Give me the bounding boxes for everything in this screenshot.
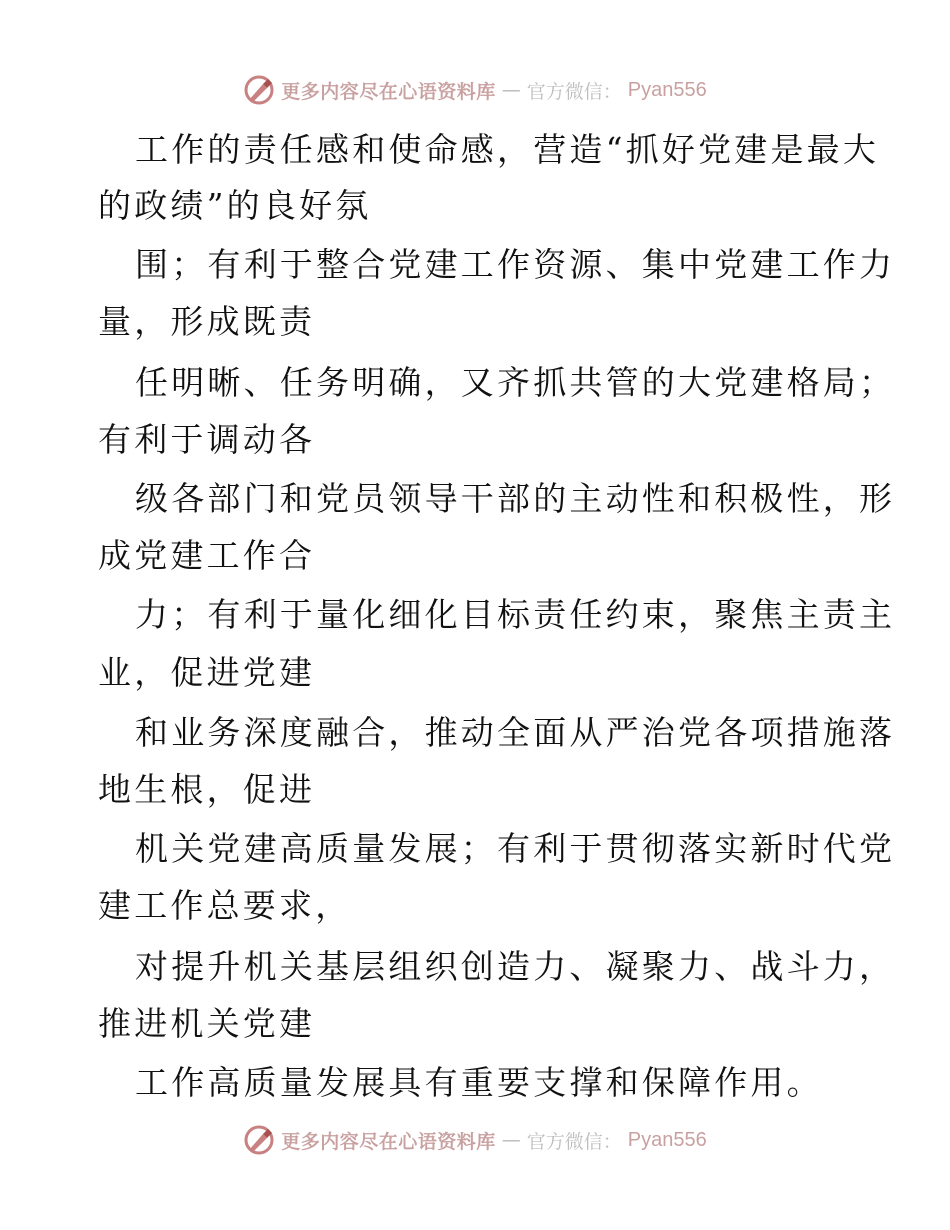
header-wechat-id: Pyan556: [627, 78, 707, 101]
footer-separator: —: [501, 1129, 521, 1151]
header-banner: [0, 70, 950, 110]
body-line: 力；有利于量化细化目标责任约束，聚焦主责主: [135, 595, 896, 634]
header-separator: —: [501, 79, 521, 101]
footer-banner: [0, 1120, 950, 1160]
body-line: 业，促进党建: [98, 653, 316, 692]
pen-logo-icon: [243, 1124, 275, 1156]
body-line: 对提升机关基层组织创造力、凝聚力、战斗力，: [135, 947, 896, 986]
pen-logo-icon: [243, 74, 275, 106]
body-line: 成党建工作合: [98, 536, 316, 575]
body-line: 推进机关党建: [98, 1004, 316, 1043]
footer-brand-text: 更多内容尽在心语资料库: [281, 1130, 496, 1153]
body-line: 的政绩”的良好氛: [98, 186, 372, 225]
body-line: 围；有利于整合党建工作资源、集中党建工作力: [135, 245, 896, 284]
body-line: 建工作总要求，: [98, 886, 352, 925]
body-line: 地生根，促进: [98, 770, 316, 809]
body-line: 有利于调动各: [98, 420, 316, 459]
footer-wechat-label: 官方微信：: [526, 1130, 622, 1153]
body-line: 工作高质量发展具有重要支撑和保障作用。: [135, 1063, 823, 1102]
body-line: 级各部门和党员领导干部的主动性和积极性，形: [135, 479, 896, 518]
header-brand-text: 更多内容尽在心语资料库: [281, 80, 496, 103]
footer-wechat-id: Pyan556: [627, 1128, 707, 1151]
body-line: 和业务深度融合，推动全面从严治党各项措施落: [135, 713, 896, 752]
header-wechat-label: 官方微信：: [526, 80, 622, 103]
body-line: 工作的责任感和使命感，营造“抓好党建是最大: [135, 130, 880, 169]
body-line: 任明晰、任务明确，又齐抓共管的大党建格局；: [135, 363, 896, 402]
body-line: 机关党建高质量发展；有利于贯彻落实新时代党: [135, 829, 896, 868]
body-line: 量，形成既责: [98, 302, 316, 341]
